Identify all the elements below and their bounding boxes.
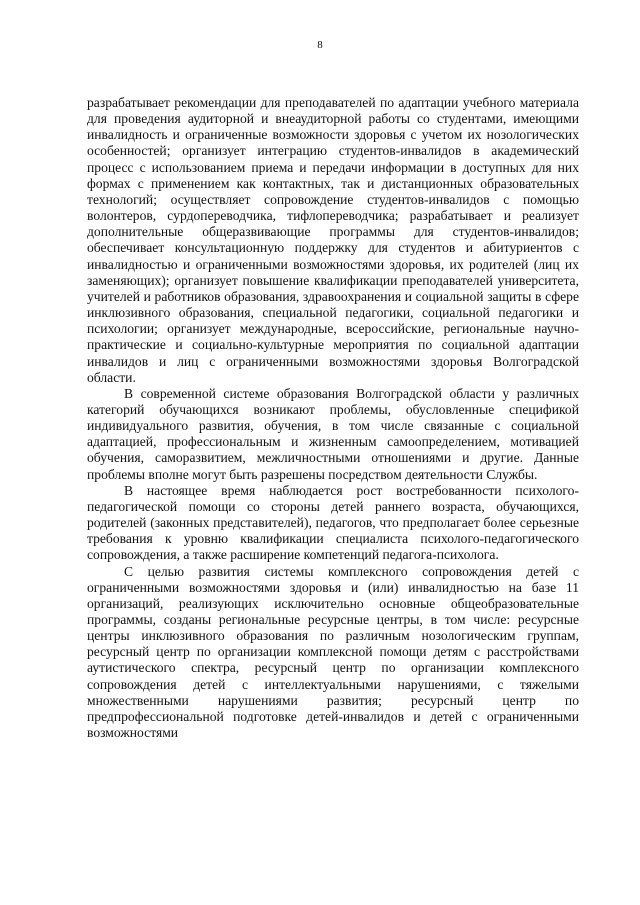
body-text — [87, 95, 579, 741]
page-number: 8 — [317, 39, 323, 51]
paragraph-education-system: В современной системе образования Волгоградской области у различных категорий обучающихся возникают проблемы, обусловленные спецификой индивидуального развития, обучения, в том числе связанные с социальной адаптацией, профессиональным и жизненным самоопределением, мотивацией обучения, саморазвитием, межличностными отношениями и другие. Данные проблемы вполне могут быть разрешены посредством деятельности Службы. — [87, 385, 579, 482]
paragraph-psychological-help: В настоящее время наблюдается рост востребованности психолого-педагогической помощи со стороны детей раннего возраста, обучающихся, родителей (законных представителей), педагогов, что предполагает более серьезные требования к уровню квалификации специалиста психолого-педагогического сопровождения, а также расширение компетенций педагога-психолога. — [87, 482, 579, 563]
paragraph-resource-centers: С целью развития системы комплексного сопровождения детей с ограниченными возможностями здоровья и (или) инвалидностью на базе 11 организаций, реализующих исключительно основные общеобразовательные программы, созданы региональные ресурсные центры, в том числе: ресурсные центры инклюзивного образования по различным нозологическим группам, ресурсный центр по организации комплексной помощи детям с расстройствами аутистического спектра, ресурсный центр по организации комплексного сопровождения детей с интеллектуальными нарушениями, с тяжелыми множественными нарушениями развития; ресурсный центр по предпрофессиональной подготовке детей-инвалидов и детей с ограниченными возможностями — [87, 563, 579, 741]
paragraph-continuation: разрабатывает рекомендации для преподавателей по адаптации учебного материала для проведения аудиторной и внеаудиторной работы со студентами, имеющими инвалидность и ограниченные возможности здоровья с учетом их нозологических особенностей; организует интеграцию студентов-инвалидов в академический процесс с использованием приема и передачи информации в доступных для них формах с применением как контактных, так и дистанционных образовательных технологий; осуществляет сопровождение студентов-инвалидов с помощью волонтеров, сурдопереводчика, тифлопереводчика; разрабатывает и реализует дополнительные общеразвивающие программы для студентов-инвалидов; обеспечивает консультационную поддержку для студентов и абитуриентов с инвалидностью и ограниченными возможностями здоровья, их родителей (лиц их заменяющих); организует повышение квалификации преподавателей университета, учителей и работников образования, здравоохранения и социальной защиты в сфере инклюзивного образования, специальной педагогики, социальной педагогики и психологии; организует международные, всероссийские, региональные научно-практические и социально-культурные мероприятия по социальной адаптации инвалидов и лиц с ограниченными возможностями здоровья Волгоградской области. — [87, 95, 579, 385]
